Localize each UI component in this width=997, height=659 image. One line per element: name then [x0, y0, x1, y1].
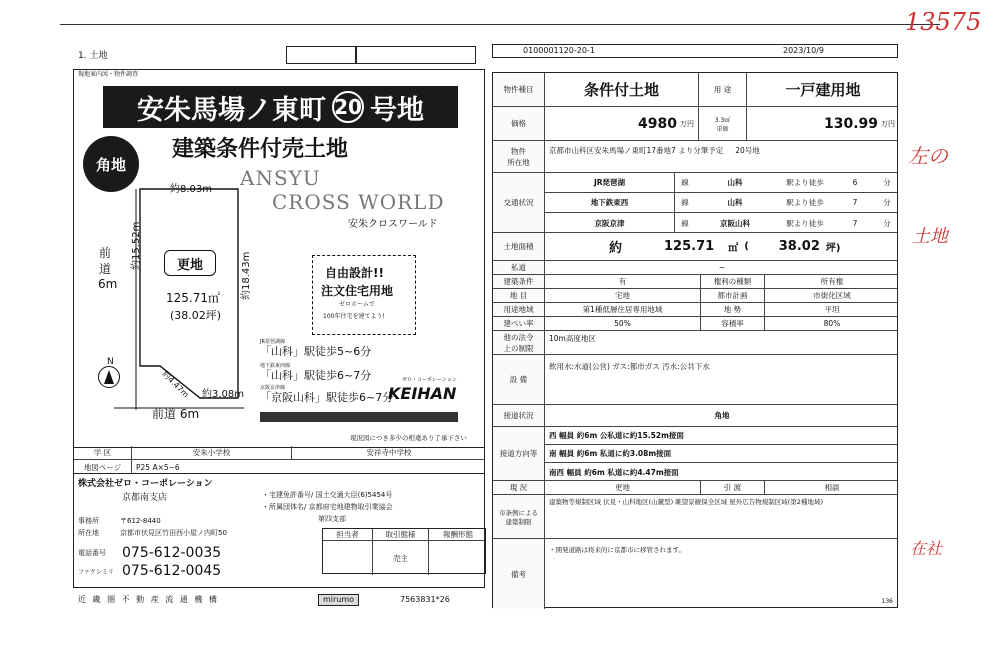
map-page-row [74, 460, 484, 474]
traffic-station: 山科 [727, 198, 743, 207]
price-cell [545, 107, 699, 140]
phone-label: 電話番号 [78, 549, 106, 557]
rights-value: 所有権 [820, 277, 844, 286]
north-arrow-icon [98, 366, 120, 388]
unit-label-1: 3.3㎡ [714, 116, 731, 124]
unit-price-cell [747, 107, 899, 140]
city-plan-label: 都市計画 [701, 289, 765, 302]
property-table [492, 72, 898, 608]
flyer-header: 現地案内図・物件調査 [78, 71, 139, 78]
direction-text: 西 幅員 約6m 公私道に約15.52m接面 [549, 431, 684, 440]
area-open: ( [744, 241, 749, 252]
remarks-value: ・開発道路は将来的に京都市に移管されます。 [549, 546, 685, 554]
phone-number: 075-612-0035 [122, 545, 222, 561]
condition-label: 建築条件 [493, 275, 545, 288]
row-access [493, 405, 897, 427]
brand-line1: ANSYU [240, 166, 321, 190]
design-title-2: 注文住宅用地 [321, 284, 394, 298]
office-address: 京都市伏見区竹田西小屋ノ内町50 [120, 529, 227, 537]
brand-jp: 安朱クロスワールド [348, 219, 438, 230]
association: ・所属団体名/ 京都府宅地建物取引業協会 [262, 503, 393, 511]
hand-note-1: 左の [908, 144, 948, 168]
other-label-1: 他の法令 [503, 332, 534, 342]
area-unit: ㎡ [728, 243, 739, 254]
office-label: 事務所 [78, 517, 99, 525]
association-branch: 第四支部 [318, 515, 346, 523]
row-directions [493, 427, 897, 481]
traffic-row-1 [545, 173, 897, 193]
zoning-label: 用途地域 [493, 303, 545, 316]
dim-top: 約8.03m [170, 184, 213, 195]
traffic-min: 7 [852, 198, 858, 207]
row-location [493, 141, 897, 173]
company-block [73, 474, 485, 588]
corner-badge: 角地 [83, 136, 139, 192]
row-other [493, 331, 897, 355]
free-design-box [312, 255, 416, 335]
use-value: 一戸建用地 [785, 81, 861, 99]
top-rule [60, 24, 940, 25]
school-middle: 安祥寺中学校 [366, 448, 412, 457]
row-traffic [493, 173, 897, 233]
traffic-station: 山科 [727, 178, 743, 187]
unit-label-2: 単価 [716, 125, 729, 133]
traffic-min: 7 [852, 218, 858, 228]
direction-item [545, 427, 897, 445]
stamp-header [323, 529, 485, 541]
stamp-value-1 [323, 541, 373, 575]
traffic-walk: 駅より徒歩 [786, 218, 824, 228]
row-private-road [493, 261, 897, 275]
stamp-header-2: 取引態様 [373, 529, 429, 540]
brand-line2: CROSS WORLD [272, 190, 445, 214]
banner-number: 20 [332, 91, 364, 123]
other-value: 10m高度地区 [549, 334, 596, 343]
condition-value: 有 [545, 275, 701, 288]
row-condition [493, 275, 897, 289]
handwritten-number: 13575 [905, 8, 982, 36]
station-3: 「京阪山科」駅徒歩6~7分 [260, 391, 394, 404]
city-value: 建築物等規制区域 伏見・山科地区(山麓型) 眺望景観保全区域 屋外広告物規制区域(第2種地域) [549, 498, 823, 506]
city-plan-value: 市街化区域 [813, 291, 851, 300]
stamp-table [322, 528, 486, 574]
location-cell [545, 141, 899, 172]
traffic-fun: 分 [883, 198, 891, 207]
station-2-line: 地下鉄東西線 [260, 363, 291, 369]
location-label [493, 141, 545, 172]
stamp-body [323, 541, 485, 575]
area-value: 125.71 [664, 239, 715, 254]
type-value: 条件付土地 [545, 73, 699, 106]
company-name: 株式会社ゼロ・コーポレーション [78, 479, 213, 489]
directions-list [545, 427, 897, 480]
traffic-line: JR琵琶湖 [545, 173, 675, 192]
office-zip: 〒612-8440 [120, 517, 161, 525]
traffic-sen: 線 [681, 178, 689, 187]
unit-price-label [699, 107, 747, 140]
dim-diagonal: 約4.47m [160, 369, 191, 400]
address-label: 所在地 [78, 529, 99, 537]
row-area [493, 233, 897, 261]
traffic-rows [545, 173, 897, 232]
stamp-header-1: 担当者 [323, 529, 373, 540]
traffic-fun: 分 [883, 178, 891, 187]
design-title-1: 自由設計!! [325, 266, 384, 280]
direction-item [545, 445, 897, 463]
road-left-label: 前道6m [98, 246, 118, 292]
zoning-value: 第1種低層住居専用地域 [545, 303, 701, 316]
company-branch: 京都南支店 [122, 493, 168, 503]
traffic-station: 京阪山科 [720, 218, 750, 228]
location-label-1: 物件 [511, 146, 526, 156]
bcr-value: 50% [545, 317, 701, 330]
other-label [493, 331, 545, 354]
stamp-value-2: 売主 [373, 541, 429, 575]
station-3-line: 京阪京津線 [260, 385, 286, 391]
status-value: 更地 [545, 481, 701, 494]
city-label-1: 市条例による [499, 508, 538, 517]
school-label: 学 区 [74, 446, 132, 459]
chimoku-value: 宅地 [545, 289, 701, 302]
map-page-label: 地図ページ [74, 460, 132, 474]
bcr-label: 建ぺい率 [493, 317, 545, 330]
terrain-value: 平坦 [824, 305, 840, 314]
handover-value: 相談 [824, 483, 840, 492]
footer-id: 7563831*26 [400, 595, 450, 604]
title-banner [103, 86, 458, 128]
price-label: 価格 [493, 107, 545, 140]
stamp-header-3: 報酬形態 [443, 530, 473, 539]
unit-price-unit: 万円 [881, 119, 895, 128]
header-box-1 [286, 46, 356, 64]
row-facility [493, 355, 897, 405]
section-title: 1. 土地 [78, 51, 108, 61]
station-1: 「山科」駅徒歩5~6分 [260, 345, 372, 358]
map-note: 現況図につき多少の相違あり了承下さい [350, 434, 467, 442]
handover-label: 引 渡 [701, 481, 765, 494]
school-table [73, 446, 485, 474]
other-label-2: 上の制限 [503, 343, 534, 353]
row-price [493, 107, 897, 141]
row-status [493, 481, 897, 495]
traffic-sen: 線 [681, 198, 689, 207]
row-zoning [493, 303, 897, 317]
status-label: 現 況 [493, 481, 545, 494]
traffic-row-3 [545, 213, 897, 233]
area-approx: 約 [609, 241, 623, 256]
north-label: N [107, 357, 114, 367]
traffic-walk: 駅より徒歩 [786, 198, 824, 207]
hand-note-2: 土地 [912, 226, 948, 247]
traffic-sen: 線 [681, 218, 689, 228]
footer-strip [260, 412, 458, 429]
footer-logo: mirumo [318, 594, 359, 606]
design-sub-2: 100年住宅を建てよう! [323, 313, 385, 320]
type-label: 物件種目 [493, 73, 545, 106]
station-1-line: JR琵琶湖線 [260, 339, 285, 345]
lot-area: 125.71㎡ [166, 291, 220, 305]
row-city [493, 495, 897, 539]
doc-date: 2023/10/9 [783, 46, 825, 55]
price-unit: 万円 [680, 119, 694, 128]
location-label-2: 所在地 [507, 157, 530, 167]
location-number: 20号地 [735, 146, 760, 155]
traffic-fun: 分 [883, 218, 891, 228]
area-cell [545, 233, 897, 260]
road-bottom-label: 前道 6m [152, 407, 200, 421]
station-2: 「山科」駅徒歩6~7分 [260, 369, 372, 382]
private-road-value: − [718, 263, 726, 272]
terrain-label: 地 勢 [701, 303, 765, 316]
traffic-walk: 駅より徒歩 [786, 178, 824, 187]
school-elementary: 安朱小学校 [132, 446, 292, 459]
keihan-logo: KEIHAN [388, 384, 457, 403]
area-label: 土地面積 [493, 233, 545, 260]
school-row [74, 446, 484, 460]
unit-price-value: 130.99 [823, 115, 878, 132]
stamp-value-3 [429, 541, 487, 575]
map-page-value: P25 A×5~6 [136, 462, 180, 472]
city-label-2: 建築制限 [505, 517, 532, 526]
rights-label: 権利の種類 [701, 275, 765, 288]
price-value: 4980 [638, 115, 677, 132]
facility-label: 設 備 [493, 355, 545, 404]
row-type [493, 73, 897, 107]
page-number: 136 [881, 598, 893, 605]
direction-text: 南 幅員 約6m 私道に約3.08m接面 [549, 449, 672, 458]
banner-title: 安朱馬場ノ東町 [137, 94, 326, 126]
subtitle: 建築条件付売土地 [172, 137, 349, 162]
chimoku-label: 地 目 [493, 289, 545, 302]
license-number: ・宅建免許番号/ 国土交通大臣(6)5454号 [262, 491, 393, 499]
dim-right: 約18.43m [241, 251, 252, 300]
city-label [493, 495, 545, 538]
footer-org: 近 畿 圏 不 動 産 流 通 機 構 [78, 595, 219, 604]
traffic-min: 6 [852, 178, 858, 187]
hand-note-3: 在社 [910, 539, 943, 558]
location-value: 京都市山科区安朱馬場ノ東町17番地7 より分筆予定 [549, 146, 724, 155]
fax-number: 075-612-0045 [122, 563, 222, 579]
header-box-2 [356, 46, 476, 64]
far-value: 80% [823, 319, 841, 328]
doc-id: 0100001120-20-1 [523, 46, 595, 55]
traffic-row-2 [545, 193, 897, 213]
fax-label: ファクシミリ [78, 569, 114, 576]
remarks-label: 備考 [493, 539, 545, 609]
traffic-label: 交通状況 [493, 173, 545, 232]
traffic-line: 地下鉄東西 [545, 193, 675, 212]
access-value: 角地 [714, 411, 730, 420]
row-chimoku [493, 289, 897, 303]
far-label: 容積率 [701, 317, 765, 330]
area-tsubo-unit: 坪) [825, 243, 841, 254]
lot-status-badge: 更地 [164, 250, 216, 276]
row-bcr [493, 317, 897, 331]
footer-strip-text: 転居広告・自社回送 [264, 423, 310, 429]
directions-label: 接道方向等 [493, 427, 545, 480]
access-label: 接道状況 [493, 405, 545, 426]
dim-bottom: 約3.08m [202, 389, 245, 400]
lot-tsubo: (38.02坪) [170, 309, 222, 322]
traffic-line: 京阪京津 [545, 213, 675, 233]
area-tsubo: 38.02 [778, 239, 820, 254]
use-label: 用 途 [699, 73, 747, 106]
doc-header [492, 44, 898, 58]
facility-value: 飲用水:水道(公営) ガス:都市ガス 汚水:公共下水 [549, 362, 710, 371]
direction-text: 南西 幅員 約6m 私道に約4.47m接面 [549, 467, 679, 477]
private-road-label: 私道 [493, 261, 545, 274]
design-sub-1: ゼロホームで [339, 301, 376, 308]
direction-item [545, 463, 897, 481]
dim-left: 約15.52m [131, 221, 142, 270]
banner-suffix: 号地 [370, 94, 424, 126]
keihan-small: ゼロ・コーポレーション [402, 377, 457, 383]
row-remarks [493, 539, 897, 609]
property-flyer [73, 69, 485, 448]
